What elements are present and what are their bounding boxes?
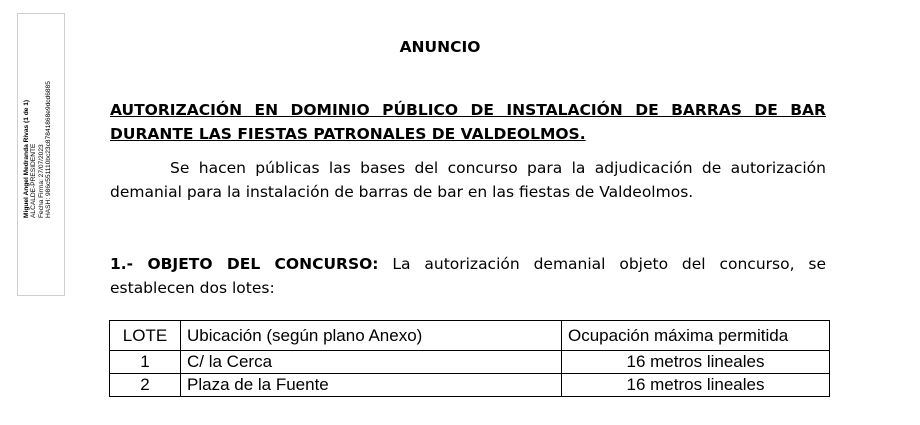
- section-1-label: 1.- OBJETO DEL CONCURSO:: [110, 255, 379, 273]
- signature-stamp: [23, 81, 52, 218]
- signature-name: Miguel Angel Medranda Rivas (1 de 1): [23, 99, 30, 218]
- cell-lote: 2: [110, 374, 181, 397]
- table-header-row: [110, 321, 830, 351]
- cell-ubicacion: C/ la Cerca: [181, 351, 562, 374]
- intro-line-2: demanial para la instalación de barras de bar en las fiestas de Valdeolmos.: [110, 183, 694, 201]
- document-title: ANUNCIO: [399, 38, 481, 56]
- intro-paragraph: [110, 156, 826, 204]
- lots-table: [109, 320, 830, 397]
- table-row: [110, 351, 830, 374]
- signature-hash: HASH: 986c551110bc23c87841868e9dcd6885: [44, 81, 52, 218]
- heading-line-2: DURANTE LAS FIESTAS PATRONALES DE VALDEOLMOS.: [110, 125, 586, 143]
- section-1-text: La autorización demanial objeto del concurso, se: [378, 255, 826, 273]
- section-1-line-1: [110, 252, 826, 276]
- signature-date: Fecha Firma: 27/07/2023: [37, 144, 45, 218]
- header-ubicacion: Ubicación (según plano Anexo): [181, 321, 562, 351]
- cell-lote: 1: [110, 351, 181, 374]
- table-row: [110, 374, 830, 397]
- section-objeto: [110, 252, 826, 300]
- cell-ocupacion: 16 metros lineales: [562, 374, 830, 397]
- section-1-line-2: establecen dos lotes:: [110, 279, 275, 297]
- header-lote: LOTE: [110, 321, 181, 351]
- document-heading: [110, 98, 826, 146]
- intro-line-1: Se hacen públicas las bases del concurso para la adjudicación de autorización: [170, 159, 826, 177]
- heading-line-1: AUTORIZACIÓN EN DOMINIO PÚBLICO DE INSTALACIÓN DE BARRAS DE BAR: [110, 101, 826, 119]
- cell-ocupacion: 16 metros lineales: [562, 351, 830, 374]
- signature-role: ALCALDE-PRESIDENTE: [30, 143, 38, 218]
- header-ocupacion: Ocupación máxima permitida: [562, 321, 830, 351]
- cell-ubicacion: Plaza de la Fuente: [181, 374, 562, 397]
